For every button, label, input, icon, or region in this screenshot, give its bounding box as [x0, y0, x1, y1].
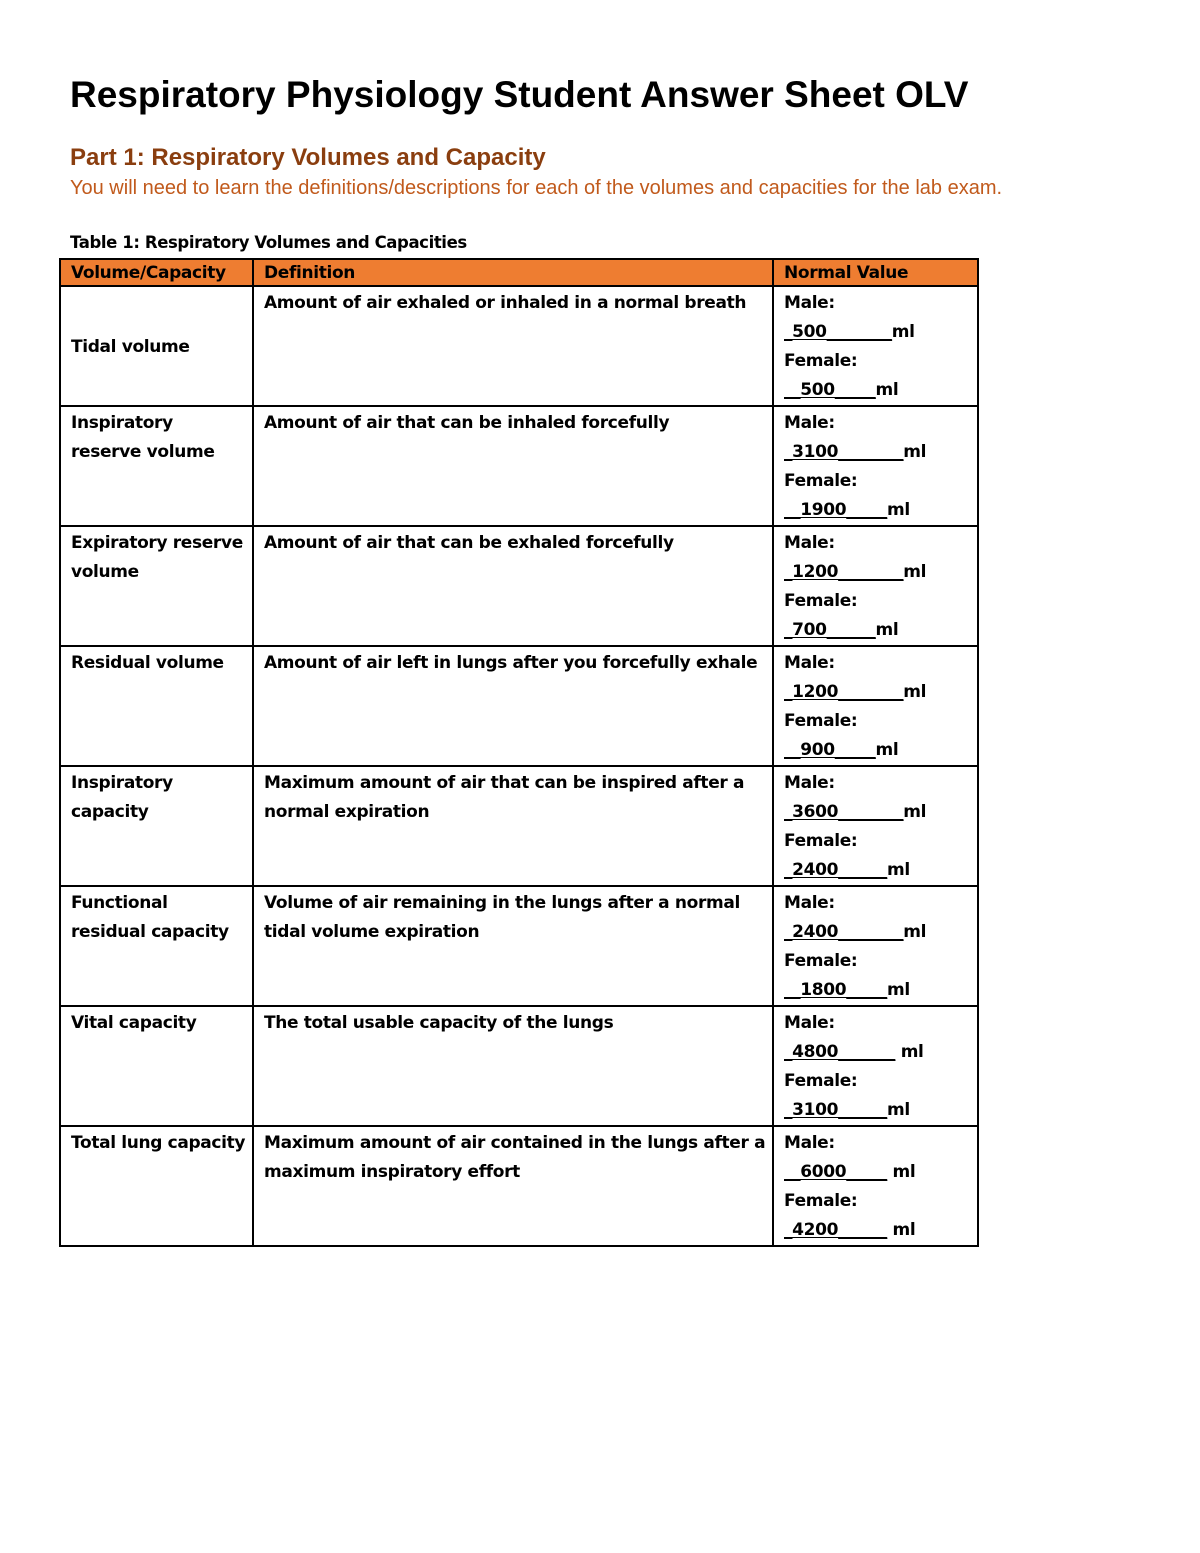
female-value-line	[784, 1216, 971, 1245]
female-label: Female:	[784, 471, 858, 491]
female-label: Female:	[784, 711, 858, 731]
header-normal-value: Normal Value	[773, 259, 978, 286]
table-caption: Table 1: Respiratory Volumes and Capacities	[70, 233, 467, 252]
female-value-line	[784, 376, 971, 405]
normal-value-cell	[773, 1006, 978, 1126]
male-value-line	[784, 918, 971, 947]
female-value-line	[784, 736, 971, 765]
female-value: _3100______	[784, 1100, 887, 1120]
volume-name-cell: Tidal volume	[60, 286, 253, 406]
definition-cell: Amount of air that can be inhaled forcefully	[253, 406, 773, 526]
definition-cell: Maximum amount of air that can be inspired after a normal expiration	[253, 766, 773, 886]
male-unit: ml	[903, 922, 927, 942]
female-value-line	[784, 1096, 971, 1125]
volume-name-cell: Functional residual capacity	[60, 886, 253, 1006]
volume-name-cell: Inspiratory capacity	[60, 766, 253, 886]
female-value: __900_____	[784, 740, 876, 760]
part-1-intro-text: You will need to learn the definitions/descriptions for each of the volumes and capacities for the lab exam.	[70, 177, 1003, 199]
table-header-row	[60, 259, 978, 286]
male-value: _3600________	[784, 802, 904, 822]
normal-value-cell	[773, 406, 978, 526]
female-unit: ml	[886, 1220, 916, 1240]
male-label: Male:	[784, 773, 835, 793]
normal-value-cell	[773, 646, 978, 766]
male-value-line	[784, 1158, 971, 1187]
male-value-line	[784, 318, 971, 347]
header-volume-capacity: Volume/Capacity	[60, 259, 253, 286]
male-unit: ml	[886, 1162, 916, 1182]
male-value: _2400________	[784, 922, 904, 942]
normal-value-cell	[773, 526, 978, 646]
male-value: _1200________	[784, 682, 904, 702]
male-label: Male:	[784, 1133, 835, 1153]
male-label: Male:	[784, 893, 835, 913]
male-value-line	[784, 798, 971, 827]
male-unit: ml	[903, 442, 927, 462]
female-value: _4200______	[784, 1220, 887, 1240]
female-unit: ml	[886, 860, 910, 880]
female-label: Female:	[784, 591, 858, 611]
normal-value-cell	[773, 886, 978, 1006]
volume-name-cell: Expiratory reserve volume	[60, 526, 253, 646]
volume-name-cell: Inspiratory reserve volume	[60, 406, 253, 526]
male-value-line	[784, 678, 971, 707]
female-value: __1800_____	[784, 980, 887, 1000]
male-value: _1200________	[784, 562, 904, 582]
volume-name-cell: Vital capacity	[60, 1006, 253, 1126]
female-label: Female:	[784, 951, 858, 971]
male-value: _3100________	[784, 442, 904, 462]
male-unit: ml	[895, 1042, 924, 1062]
male-label: Male:	[784, 1013, 835, 1033]
male-value-line	[784, 1038, 971, 1067]
female-unit: ml	[886, 500, 910, 520]
volume-name-cell: Residual volume	[60, 646, 253, 766]
definition-cell: Maximum amount of air contained in the lungs after a maximum inspiratory effort	[253, 1126, 773, 1246]
female-label: Female:	[784, 1191, 858, 1211]
female-value: _2400______	[784, 860, 887, 880]
female-value: __1900_____	[784, 500, 887, 520]
normal-value-cell	[773, 766, 978, 886]
table-row	[60, 886, 978, 1006]
table-row	[60, 1126, 978, 1246]
definition-cell: Amount of air that can be exhaled forcefully	[253, 526, 773, 646]
male-label: Male:	[784, 653, 835, 673]
definition-cell: Amount of air exhaled or inhaled in a normal breath	[253, 286, 773, 406]
male-label: Male:	[784, 533, 835, 553]
female-unit: ml	[875, 620, 899, 640]
female-unit: ml	[886, 980, 910, 1000]
male-value-line	[784, 558, 971, 587]
male-unit: ml	[891, 322, 915, 342]
male-value-line	[784, 438, 971, 467]
table-body	[60, 286, 978, 1246]
female-value-line	[784, 856, 971, 885]
volume-name-cell: Total lung capacity	[60, 1126, 253, 1246]
table-row	[60, 766, 978, 886]
definition-cell: Volume of air remaining in the lungs after a normal tidal volume expiration	[253, 886, 773, 1006]
table-row	[60, 646, 978, 766]
male-unit: ml	[903, 682, 927, 702]
female-value: __500_____	[784, 380, 876, 400]
female-value-line	[784, 976, 971, 1005]
table-row	[60, 406, 978, 526]
normal-value-cell	[773, 1126, 978, 1246]
male-unit: ml	[903, 802, 927, 822]
table-row	[60, 1006, 978, 1126]
female-unit: ml	[875, 380, 899, 400]
male-value: _4800_______	[784, 1042, 896, 1062]
female-label: Female:	[784, 1071, 858, 1091]
part-1-heading: Part 1: Respiratory Volumes and Capacity	[70, 144, 546, 171]
female-label: Female:	[784, 831, 858, 851]
definition-cell: The total usable capacity of the lungs	[253, 1006, 773, 1126]
normal-value-cell	[773, 286, 978, 406]
male-label: Male:	[784, 413, 835, 433]
female-unit: ml	[875, 740, 899, 760]
female-value-line	[784, 616, 971, 645]
female-label: Female:	[784, 351, 858, 371]
male-unit: ml	[903, 562, 927, 582]
definition-cell: Amount of air left in lungs after you forcefully exhale	[253, 646, 773, 766]
male-label: Male:	[784, 293, 835, 313]
male-value: _500________	[784, 322, 892, 342]
female-value-line	[784, 496, 971, 525]
male-value: __6000_____	[784, 1162, 887, 1182]
respiratory-volumes-table	[59, 258, 979, 1247]
header-definition: Definition	[253, 259, 773, 286]
female-unit: ml	[886, 1100, 910, 1120]
table-row	[60, 286, 978, 406]
document-title: Respiratory Physiology Student Answer Sheet OLV	[70, 74, 969, 115]
female-value: _700______	[784, 620, 876, 640]
table-row	[60, 526, 978, 646]
